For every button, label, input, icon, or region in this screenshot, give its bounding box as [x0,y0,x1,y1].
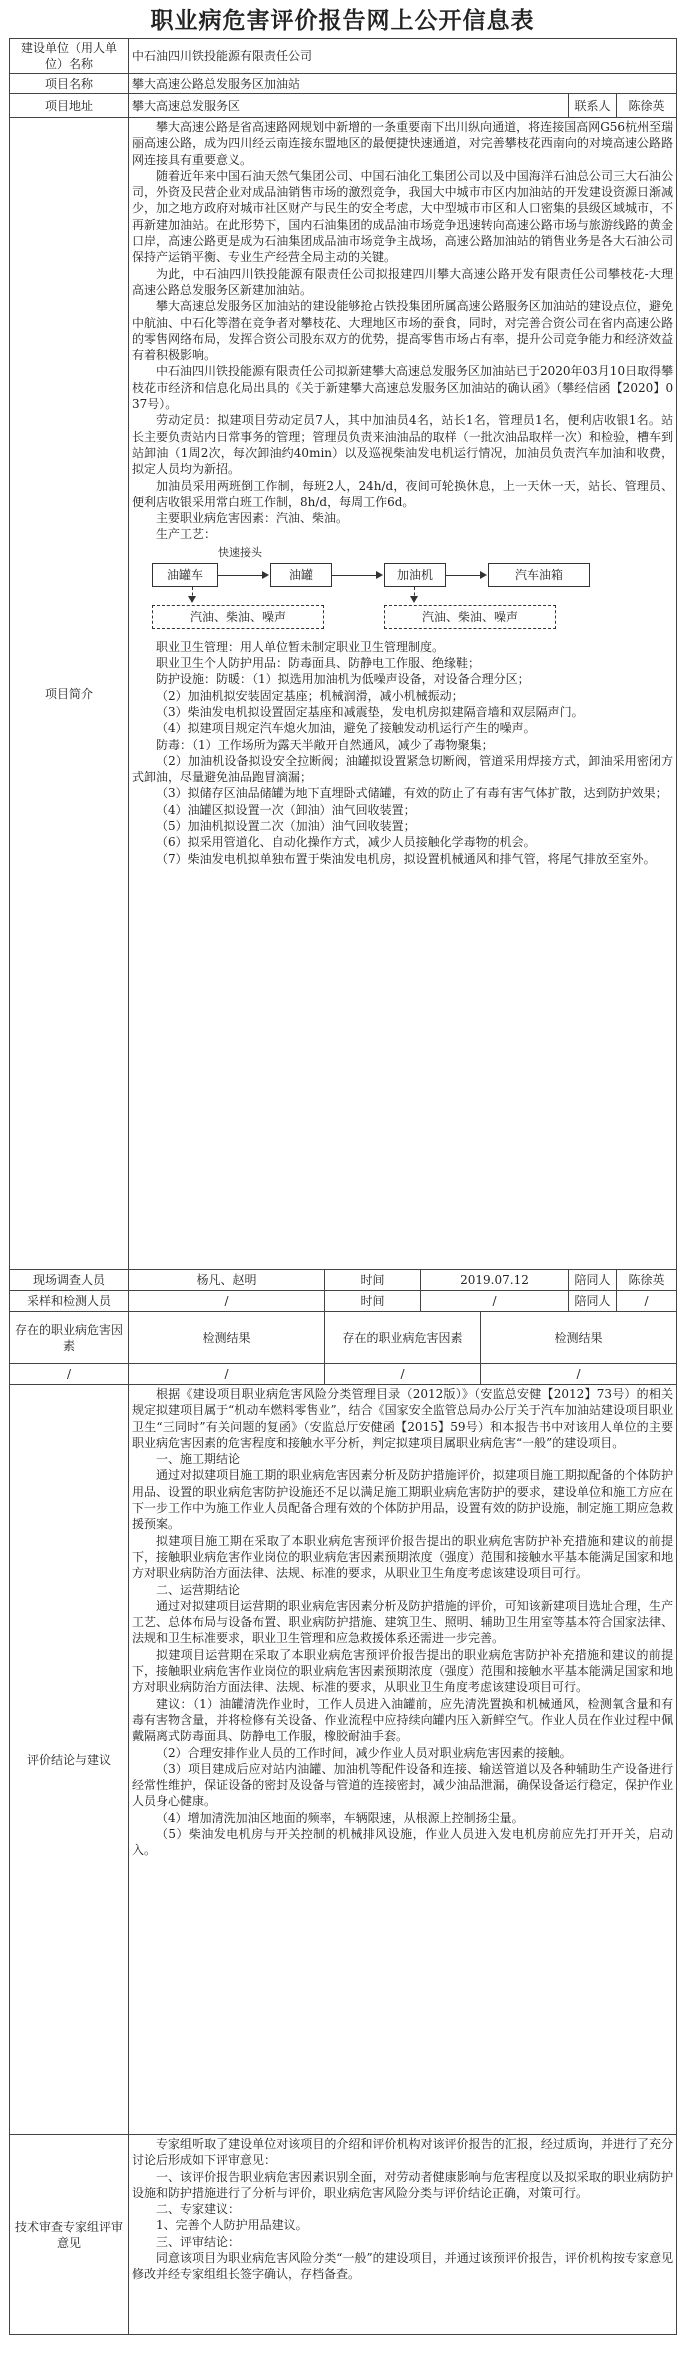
conclusion-label: 评价结论与建议 [10,1385,129,2135]
review-paragraph: 一、该评价报告职业病危害因素识别全面，对劳动者健康影响与危害程度以及拟采取的职业病防护设施和防护措施进行了分析与评价，职业病危害风险分类与评价结论正确，对策可行。 [132,2169,674,2200]
intro-paragraph: 劳动定员：拟建项目劳动定员7人，其中加油员4名，站长1名，管理员1名，便利店收银1名。站长主要负责站内日常事务的管理；管理员负责来油油品的取样（一批次油品取样一次）和检验，槽车到站卸油（1周2次，每次卸油约40min）以及巡视柴油发电机运行情况，加油员负责汽车加油和收费，拟定人员均为新招。 [132,413,674,477]
hazard-val-1: / [10,1364,129,1385]
row-hazard-values [10,1364,677,1385]
conclusion-paragraph: 二、运营期结论 [156,1582,241,1597]
row-sampling [10,1291,677,1312]
review-paragraph: 1、完善个人防护用品建议。 [156,2218,308,2233]
flow-hazard-arrow-1 [192,587,194,601]
flow-arrow-1 [217,575,267,576]
conclusion-paragraph: 建议：（1）油罐清洗作业时，工作人员进入油罐前，应先清洗置换和机械通风，检测氧含量和有毒有害物含量，并将检修有关设备、作业流程中应持续向罐内压入新鲜空气。作业人员在作业过程中佩戴隔离式防毒面具、防静电工作服，橡胶耐油手套。 [132,1696,674,1744]
sampling-people: / [129,1291,325,1312]
unit-label: 建设单位（用人单位）名称 [10,39,129,74]
hazard-val-4: / [481,1364,677,1385]
intro-content [129,118,677,1270]
conclusion-paragraph: 通过对拟建项目施工期的职业病危害因素分析及防护措施评价，拟建项目施工期拟配备的个体防护用品、设置的职业病危害防护设施还不足以满足施工期职业病危害防护的要求，建设单位和施工方应在下一步工作中为施工作业人员配备合理有效的个体防护用品，设置有效的防护设施，制定施工期应急救援预案。 [132,1468,674,1532]
intro-paragraph: 中石油四川铁投能源有限责任公司拟新建攀大高速总发服务区加油站已于2020年03月10日取得攀枝花市经济和信息化局出具的《关于新建攀大高速总发服务区加油站的确认函》（攀经信函【2020】037号）。 [132,364,674,412]
conclusion-paragraph: 通过对拟建项目运营期的职业病危害因素分析及防护措施的评价，可知该新建项目选址合理，生产工艺、总体布局与设备布置、职业病防护措施、建筑卫生、照明、辅助卫生用室等基本符合国家法律、法规和卫生标准要求，职业卫生管理和应急救援体系还需进一步完善。 [132,1598,674,1646]
hazard-col-3: 存在的职业病危害因素 [325,1312,481,1364]
conclusion-paragraph: 一、施工期结论 [156,1452,241,1467]
sampling-time-value: / [421,1291,569,1312]
row-unit [10,39,677,74]
info-table [9,38,677,2335]
page-title: 职业病危害评价报告网上公开信息表 [150,7,535,34]
conclusion-paragraph: （2）合理安排作业人员的工作时间，减少作业人员对职业病危害因素的接触。 [156,1745,572,1760]
process-label: 生产工艺： [156,527,217,542]
flow-node-tank: 油罐 [270,563,332,587]
intro-paragraph: 职业卫生管理：用人单位暂未制定职业卫生管理制度。 [156,639,445,654]
survey-time-label: 时间 [325,1270,421,1291]
flow-node-tanker: 油罐车 [152,563,218,587]
intro-paragraph: 主要职业病危害因素：汽油、柴油。 [156,511,349,526]
project-name-value: 攀大高速公路总发服务区加油站 [129,74,677,94]
intro-paragraph: （5）加油机拟设置二次（加油）油气回收装置； [156,818,416,833]
intro-paragraph: 攀大高速公路是省高速路网规划中新增的一条重要南下出川纵向通道，将连接国高网G56杭州至瑞丽高速公路，成为四川经云南连接东盟地区的最便捷快速通道，对完善攀枝花西南向的对境高速公路路网连接具有重要意义。 [132,120,674,167]
intro-paragraph: 防毒：（1）工作场所为露天半敞开自然通风，减少了毒物聚集； [156,737,494,752]
intro-paragraph: 加油员采用两班倒工作制，每班2人，24h/d，夜间可轮换休息，上一天休一天，站长、管理员、便利店收银采用常白班工作制，8h/d，每周工作6d。 [132,478,674,509]
intro-paragraph: （3）柴油发电机拟设置固定基座和减震垫，发电机房拟建隔音墙和双层隔声门。 [156,704,584,719]
review-paragraph: 二、专家建议： [156,2202,241,2217]
conclusion-content [129,1385,677,2135]
intro-label: 项目简介 [10,118,129,1270]
intro-paragraph: 为此，中石油四川铁投能源有限责任公司拟报建四川攀大高速公路开发有限责任公司攀枝花-大理高速公路总发服务区新建加油站。 [132,266,674,297]
conclusion-paragraph: （5）柴油发电机房与开关控制的机械排风设施，作业人员进入发电机房前应先打开开关，启动入。 [132,1827,674,1858]
hazard-col-2: 检测结果 [129,1312,325,1364]
intro-paragraph: （7）柴油发电机拟单独布置于柴油发电机房，拟设置机械通风和排气管，将尾气排放至室外。 [156,851,656,866]
row-review [10,2135,677,2335]
row-survey [10,1270,677,1291]
intro-paragraph: 防护设施：防暖：（1）拟选用加油机为低噪声设备，对设备合理分区； [156,672,530,687]
row-hazard-header [10,1312,677,1364]
row-intro [10,118,677,1270]
flow-node-dispenser: 加油机 [384,563,446,587]
hazard-col-1: 存在的职业病危害因素 [10,1312,129,1364]
contact-value: 陈徐英 [617,94,677,118]
survey-label: 现场调查人员 [10,1270,129,1291]
sampling-escort-label: 陪同人 [569,1291,617,1312]
conclusion-paragraph: （4）增加清洗加油区地面的频率，车辆限速，从根源上控制扬尘量。 [156,1810,524,1825]
survey-time-value: 2019.07.12 [421,1270,569,1291]
process-flow-diagram [152,545,592,637]
project-name-label: 项目名称 [10,74,129,94]
hazard-col-4: 检测结果 [481,1312,677,1364]
intro-paragraph: （2）加油机拟安装固定基座；机械润滑，减小机械振动； [156,688,464,703]
flow-hazard-1: 汽油、柴油、噪声 [152,605,324,629]
intro-paragraph: （3）拟储存区油品储罐为地下直埋卧式储罐，有效的防止了有毒有害气体扩散，达到防护效果； [156,786,668,801]
survey-people: 杨凡、赵明 [129,1270,325,1291]
intro-paragraph: （4）拟建项目规定汽车熄火加油，避免了接触发动机运行产生的噪声。 [156,721,536,736]
row-address [10,94,677,118]
address-label: 项目地址 [10,94,129,118]
contact-label: 联系人 [569,94,617,118]
row-conclusion [10,1385,677,2135]
review-label: 技术审查专家组评审意见 [10,2135,129,2335]
flow-hazard-arrow-2 [414,587,416,601]
flow-hazard-2: 汽油、柴油、噪声 [384,605,556,629]
intro-paragraph: （4）油罐区拟设置一次（卸油）油气回收装置； [156,802,416,817]
unit-value: 中石油四川铁投能源有限责任公司 [129,39,677,74]
review-content [129,2135,677,2335]
review-paragraph: 同意该项目为职业病危害风险分类“一般”的建设项目，并通过该预评价报告，评价机构按专家意见修改并经专家组组长签字确认，存档备查。 [132,2251,674,2282]
intro-paragraph: 攀大高速总发服务区加油站的建设能够抢占铁投集团所属高速公路服务区加油站的建设点位，避免中航油、中石化等潜在竞争者对攀枝花、大理地区市场的蚕食，同时，对完善合资公司在省内高速公路的零售网络布局，发挥合资公司股东双方的优势，提高零售市场占有率，提升公司竞争能力和经济效益有着积极影响。 [132,299,674,363]
sampling-time-label: 时间 [325,1291,421,1312]
survey-escort-label: 陪同人 [569,1270,617,1291]
survey-escort-value: 陈徐英 [617,1270,677,1291]
sampling-escort-value: / [617,1291,677,1312]
address-value: 攀大高速总发服务区 [129,94,569,118]
intro-paragraph: 随着近年来中国石油天然气集团公司、中国石油化工集团公司以及中国海洋石油总公司三大石油公司，外资及民营企业对成品油销售市场的激烈竞争，我国大中城市市区内加油站的开发建设资源日渐减少，加之地方政府对城市社区财产与民生的安全考虑，大中型城市市区和人口密集的县级区域城市，不再新建加油站。在此形势下，国内石油集团的成品油市场竞争迅速转向高速公路市场与旅游线路的黄金口岸，高速公路更是成为石油集团成品油市场竞争主战场，高速公路加油站的销售业务是各大石油公司保持产运销平衡、专业生产经营全局主动的关键。 [132,168,674,265]
review-paragraph: 专家组听取了建设单位对该项目的介绍和评价机构对该评价报告的汇报，经过质询，并进行了充分讨论后形成如下评审意见： [132,2137,674,2168]
hazard-val-2: / [129,1364,325,1385]
review-paragraph: 三、评审结论： [156,2234,241,2249]
intro-paragraph: 职业卫生个人防护用品：防毒面具、防静电工作服、绝缘鞋； [156,656,481,671]
sampling-label: 采样和检测人员 [10,1291,129,1312]
conclusion-paragraph: （3）项目建成后应对站内油罐、加油机等配件设备和连接、输送管道以及各种辅助生产设备进行经常性维护，保证设备的密封及设备与管道的连接密封，减少油品泄漏，确保设备运行稳定，保护作业人员身心健康。 [132,1761,674,1809]
hazard-val-3: / [325,1364,481,1385]
flow-caption: 快速接头 [218,545,262,559]
intro-paragraph: （6）拟采用管道化、自动化操作方式，减少人员接触化学毒物的机会。 [156,835,536,850]
conclusion-paragraph: 拟建项目运营期在采取了本职业病危害预评价报告提出的职业病危害防护补充措施和建议的前提下，接触职业病危害作业岗位的职业病危害因素预期浓度（强度）范围和接触水平基本能满足国家和地方对职业病防治方面法律、法规、标准的要求，从职业卫生角度考虑该建设项目可行。 [132,1647,674,1695]
page [0,4,685,2335]
flow-arrow-2 [331,575,381,576]
conclusion-paragraph: 根据《建设项目职业病危害风险分类管理目录（2012版）》（安监总安健【2012】73号）的相关规定拟建项目属于“机动车燃料零售业”，结合《国家安全监管总局办公厅关于汽车加油站建设项目职业卫生“三同时”有关问题的复函》（安监总厅安健函【2015】59号）和本报告书中对该用人单位的主要职业病危害因素的危害程度和接触水平分析，判定拟建项目属职业病危害“一般”的建设项目。 [132,1387,674,1450]
flow-node-car-tank: 汽车油箱 [488,563,590,587]
row-project-name [10,74,677,94]
intro-paragraph: （2）加油机设备拟设安全拉断阀；油罐拟设置紧急切断阀，管道采用焊接方式，卸油采用密闭方式卸油，尽量避免油品跑冒滴漏； [132,753,674,785]
flow-arrow-3 [445,575,485,576]
conclusion-paragraph: 拟建项目施工期在采取了本职业病危害预评价报告提出的职业病危害防护补充措施和建议的前提下，接触职业病危害作业岗位的职业病危害因素预期浓度（强度）范围和接触水平基本能满足国家和地方对职业病防治方面法律、法规、标准的要求，从职业卫生角度考虑该建设项目可行。 [132,1533,674,1581]
